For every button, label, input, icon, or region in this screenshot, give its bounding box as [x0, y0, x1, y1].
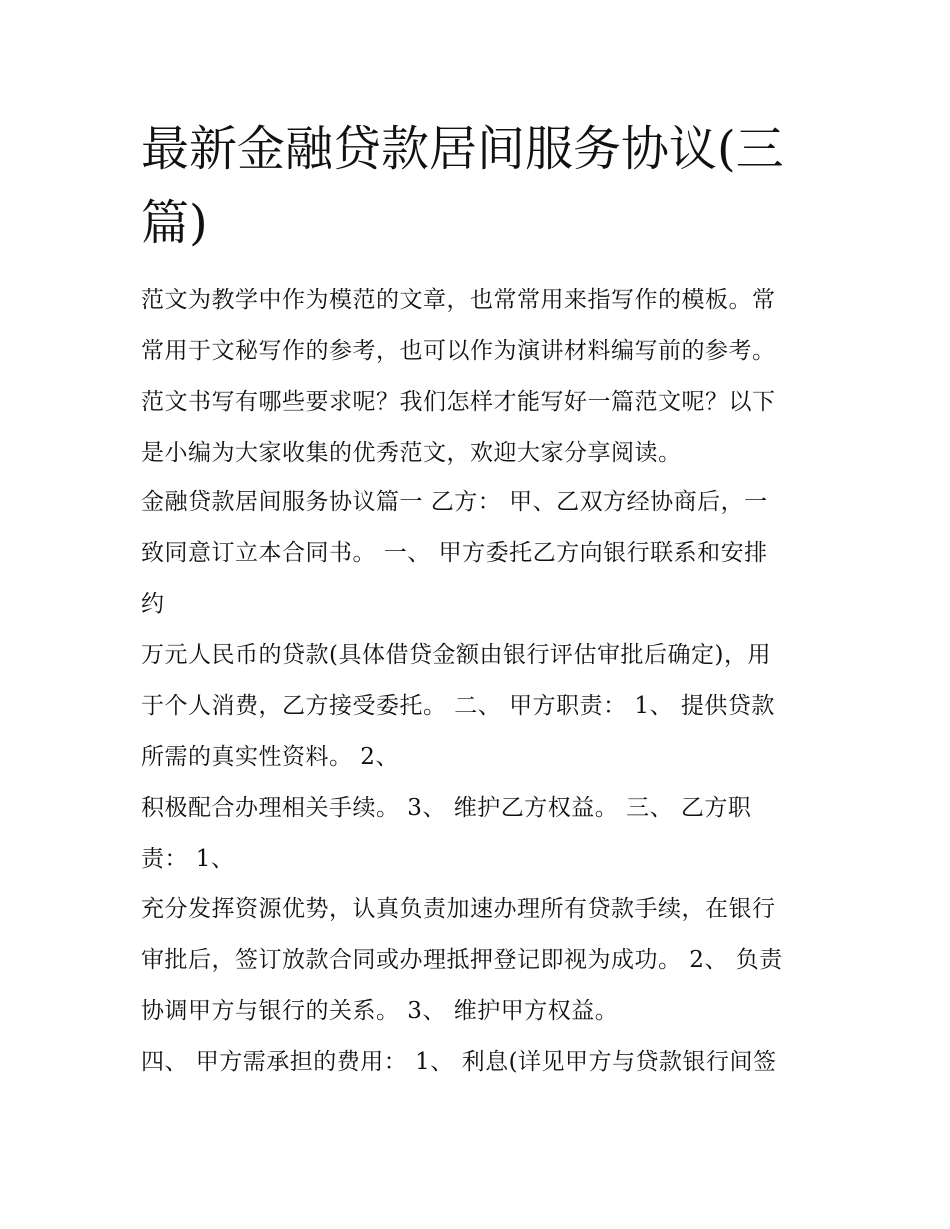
text-line: 常用于文秘写作的参考，也可以作为演讲材料编写前的参考。: [141, 338, 776, 364]
text-line: 范文书写有哪些要求呢？我们怎样才能写好一篇范文呢？以下: [141, 389, 776, 415]
agreement-paragraph: [141, 477, 821, 630]
document-title: [141, 112, 821, 260]
text-line: 充分发挥资源优势，认真负责加速办理所有贷款手续，在银行: [141, 896, 776, 922]
text-line: 约: [141, 591, 165, 617]
text-line: 范文为教学中作为模范的文章，也常常用来指写作的模板。常: [141, 287, 776, 313]
fees-paragraph: [141, 1037, 821, 1088]
text-line: 责： 1、: [141, 846, 235, 872]
text-line: 万元人民币的贷款(具体借贷金额由银行评估审批后确定)，用: [141, 642, 771, 668]
loan-paragraph: [141, 630, 821, 783]
title-line: 篇): [141, 195, 208, 251]
text-line: 是小编为大家收集的优秀范文，欢迎大家分享阅读。: [141, 440, 682, 466]
duties-paragraph: [141, 783, 821, 885]
text-line: 审批后，签订放款合同或办理抵押登记即视为成功。 2、 负责: [141, 947, 783, 973]
intro-paragraph: [141, 275, 821, 479]
text-line: 所需的真实性资料。 2、: [141, 744, 399, 770]
text-line: 协调甲方与银行的关系。 3、 维护甲方权益。: [141, 998, 619, 1024]
text-line: 四、 甲方需承担的费用： 1、 利息(详见甲方与贷款银行间签: [141, 1049, 777, 1075]
text-line: 致同意订立本合同书。 一、 甲方委托乙方向银行联系和安排: [141, 540, 768, 566]
title-line: 最新金融贷款居间服务协议(三: [141, 121, 784, 177]
text-line: 于个人消费，乙方接受委托。 二、 甲方职责： 1、 提供贷款: [141, 693, 775, 719]
party-b-duties-paragraph: [141, 884, 821, 1037]
text-line: 积极配合办理相关手续。 3、 维护乙方权益。 三、 乙方职: [141, 795, 752, 821]
text-line: 金融贷款居间服务协议篇一 乙方： 甲、乙双方经协商后，一: [141, 489, 768, 515]
